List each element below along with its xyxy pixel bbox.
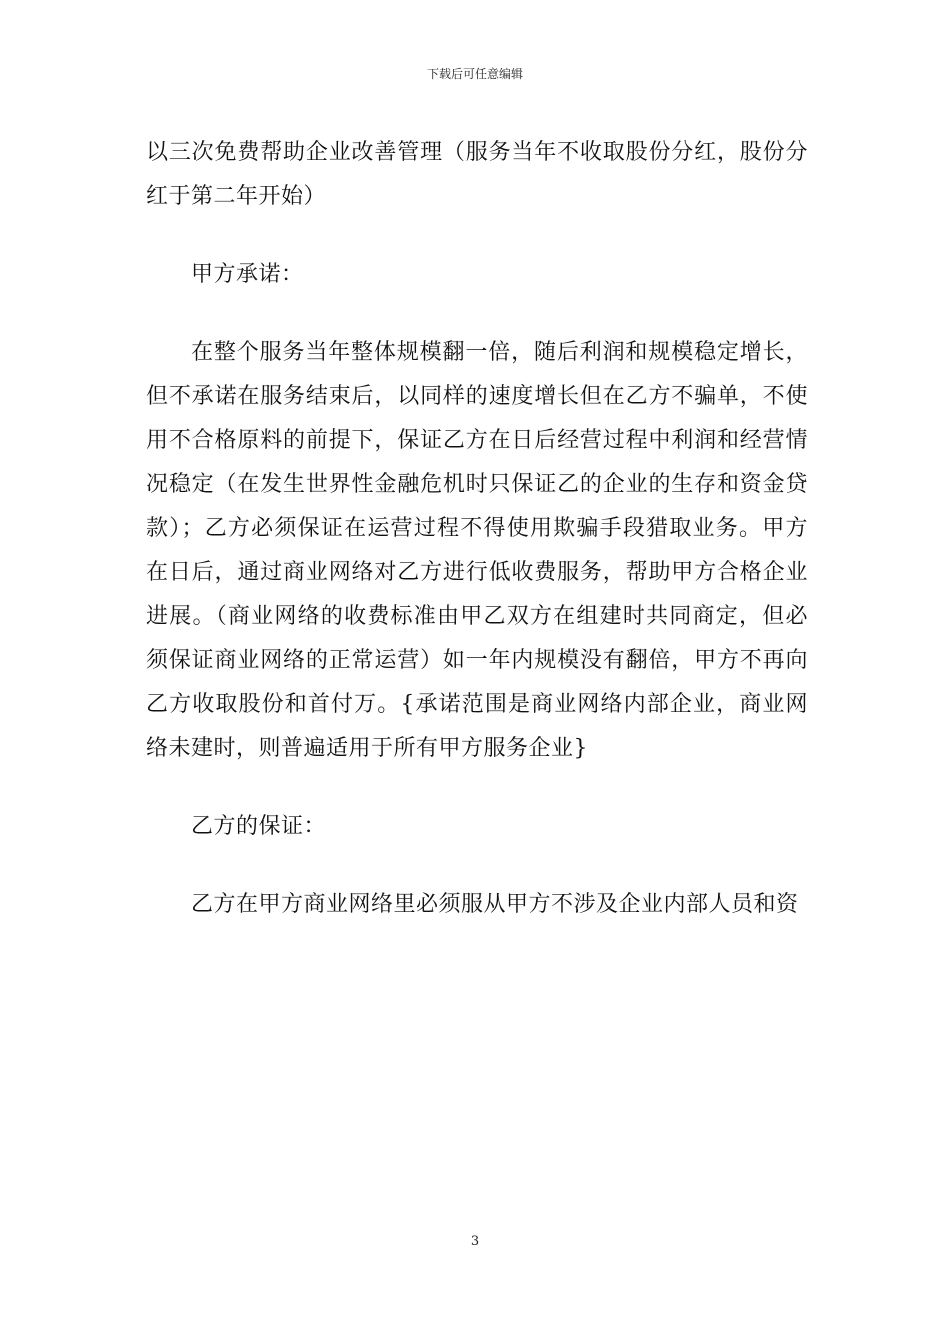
paragraph-party-b-guarantee: 乙方在甲方商业网络里必须服从甲方不涉及企业内部人员和资: [191, 892, 799, 917]
paragraph-party-a-heading: 甲方承诺：: [191, 262, 304, 287]
document-body: [146, 131, 808, 961]
paragraph-party-a-promise: 在整个服务当年整体规模翻一倍，随后利润和规模稳定增长，但不承诺在服务结束后，以同样的速度增长但在乙方不骗单，不使用不合格原料的前提下，保证乙方在日后经营过程中利润和经营情况稳定（在发生世界性金融危机时只保证乙的企业的生存和资金贷款）；乙方必须保证在运营过程不得使用欺骗手段猎取业务。甲方在日后，通过商业网络对乙方进行低收费服务，帮助甲方合格企业进展。（商业网络的收费标准由甲乙双方在组建时共同商定，但必须保证商业网络的正常运营）如一年内规模没有翻倍，甲方不再向乙方收取股份和首付万。{承诺范围是商业网络内部企业，商业网络未建时，则普遍适用于所有甲方服务企业}: [146, 340, 808, 761]
paragraph-continuation: 以三次免费帮助企业改善管理（服务当年不收取股份分红，股份分红于第二年开始）: [146, 140, 808, 209]
page-number: 3: [470, 1234, 480, 1249]
page-header: 下载后可任意编辑: [426, 67, 523, 81]
paragraph-party-b-heading: 乙方的保证：: [191, 814, 327, 839]
